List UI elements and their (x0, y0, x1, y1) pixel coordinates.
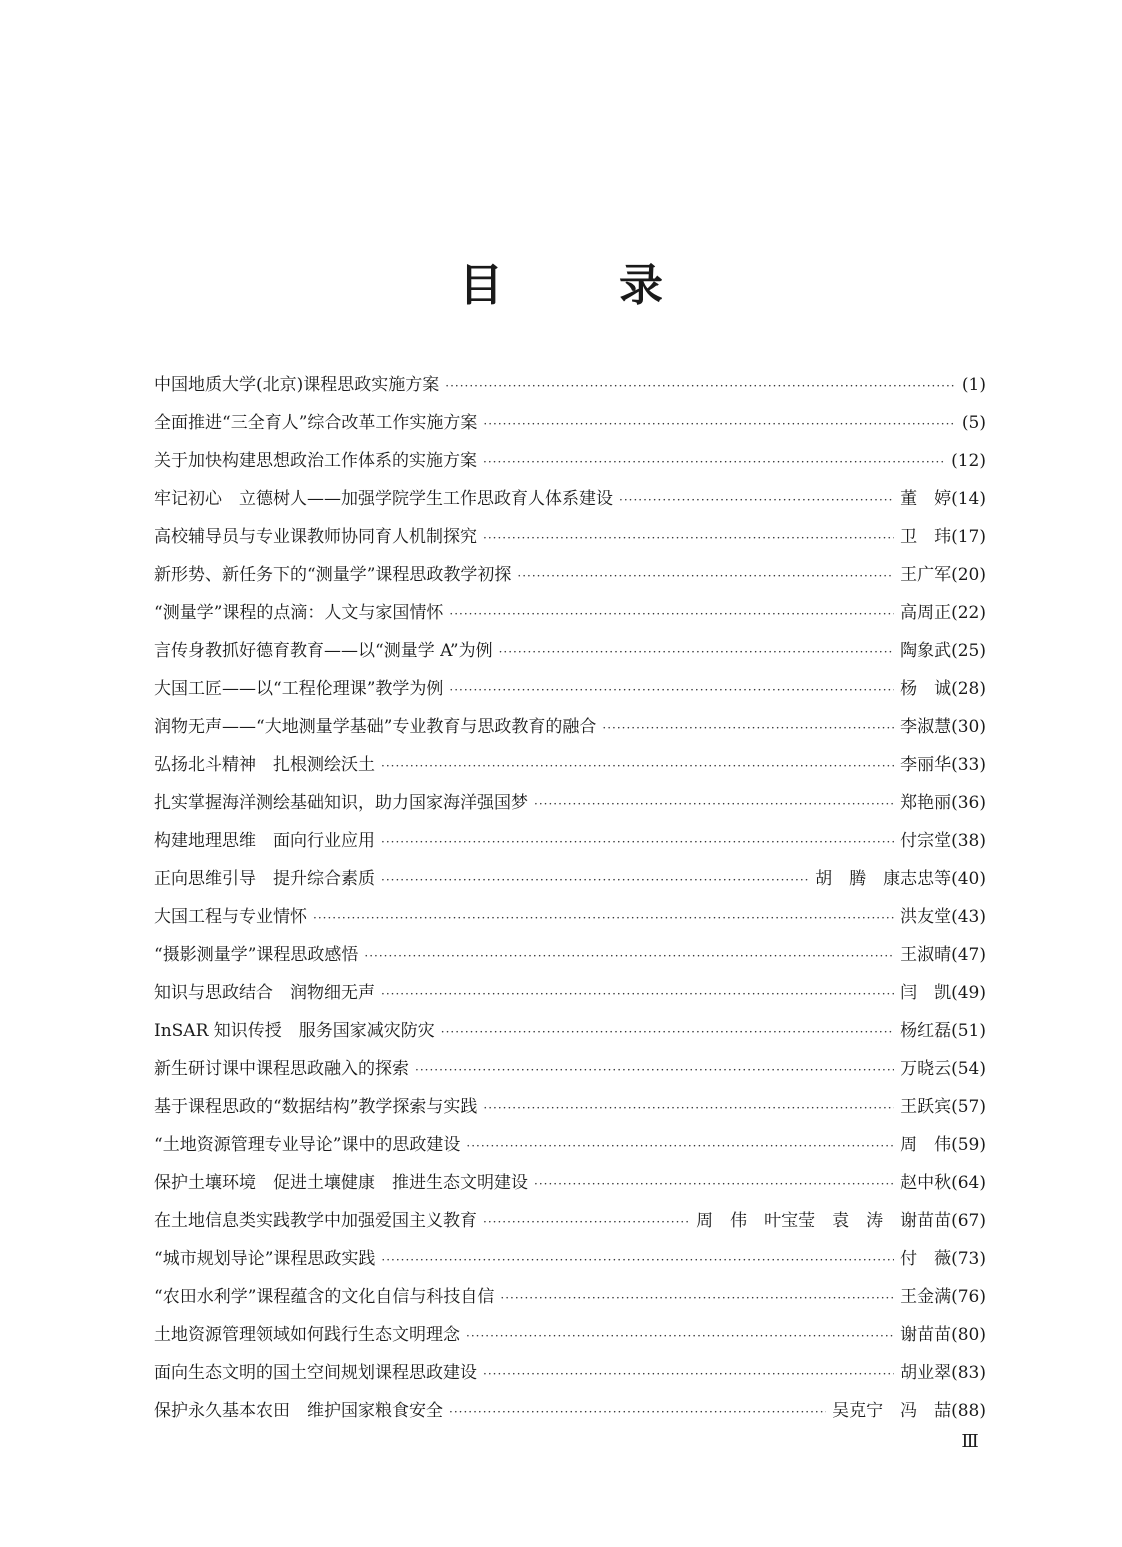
toc-entry-page: (14) (951, 489, 986, 509)
toc-entry-author: 闫 凯 (900, 983, 952, 1003)
toc-entry-title: “土地资源管理专业导论”课中的思政建设 (154, 1135, 461, 1155)
dot-leader (483, 519, 894, 557)
toc-entry (154, 594, 986, 632)
toc-entry-page: (54) (951, 1059, 986, 1079)
toc-entry-author: 王金满 (900, 1287, 952, 1307)
toc-entry-page: (47) (951, 945, 986, 965)
toc-entry-author: 陶象武 (900, 641, 952, 661)
dot-leader (534, 785, 894, 823)
dot-leader (449, 1393, 826, 1431)
toc-entry (154, 1012, 986, 1050)
toc-entry (154, 746, 986, 784)
toc-entry (154, 822, 986, 860)
toc-entry-author: 周 伟 叶宝莹 袁 涛 谢苗苗 (696, 1211, 952, 1231)
toc-entry (154, 366, 986, 404)
toc-entry-title: 高校辅导员与专业课教师协同育人机制探究 (154, 527, 477, 547)
dot-leader (483, 443, 945, 481)
toc-entry-author: 万晓云 (900, 1059, 952, 1079)
toc-entry-page: (64) (951, 1173, 986, 1193)
toc-entry-page: (5) (961, 413, 986, 433)
toc-entry-title: 正向思维引导 提升综合素质 (154, 869, 375, 889)
toc-entry-page: (1) (961, 375, 986, 395)
dot-leader (364, 937, 894, 975)
toc-entry-title: 面向生态文明的国土空间规划课程思政建设 (154, 1363, 477, 1383)
toc-entry-title: 润物无声——“大地测量学基础”专业教育与思政教育的融合 (154, 717, 597, 737)
toc-entry-page: (40) (951, 869, 986, 889)
page-number: Ⅲ (961, 1431, 979, 1452)
toc-entry-page: (49) (951, 983, 986, 1003)
dot-leader (441, 1013, 894, 1051)
toc-entry-title: InSAR 知识传授 服务国家减灾防灾 (154, 1021, 435, 1041)
page-title: 目 录 (459, 260, 699, 311)
toc-entry-author: 吴克宁 冯 喆 (832, 1401, 952, 1421)
toc-entry-page: (88) (951, 1401, 986, 1421)
toc-entry-title: 土地资源管理领域如何践行生态文明理念 (154, 1325, 460, 1345)
dot-leader (517, 557, 894, 595)
toc-entry-title: 保护土壤环境 促进土壤健康 推进生态文明建设 (154, 1173, 528, 1193)
dot-leader (445, 367, 956, 405)
toc-entry-author: 卫 玮 (900, 527, 952, 547)
toc-entry (154, 632, 986, 670)
toc-entry (154, 1240, 986, 1278)
toc-entry-author: 王跃宾 (900, 1097, 952, 1117)
toc-entry-author: 胡业翠 (900, 1363, 952, 1383)
dot-leader (483, 405, 956, 443)
dot-leader (483, 1355, 894, 1393)
toc-entry (154, 1392, 986, 1430)
dot-leader (500, 1279, 894, 1317)
toc-entry-title: 基于课程思政的“数据结构”教学探索与实践 (154, 1097, 478, 1117)
toc-entry-page: (38) (951, 831, 986, 851)
table-of-contents (154, 366, 986, 1430)
toc-entry (154, 936, 986, 974)
toc-entry-title: “摄影测量学”课程思政感悟 (154, 945, 359, 965)
toc-entry (154, 784, 986, 822)
toc-entry-author: 李淑慧 (900, 717, 952, 737)
toc-entry-page: (17) (951, 527, 986, 547)
toc-entry (154, 1278, 986, 1316)
dot-leader (534, 1165, 894, 1203)
dot-leader (381, 823, 894, 861)
toc-entry (154, 442, 986, 480)
dot-leader (483, 1203, 690, 1241)
toc-entry-author: 周 伟 (900, 1135, 952, 1155)
toc-entry-page: (28) (951, 679, 986, 699)
toc-entry-author: 洪友堂 (900, 907, 952, 927)
toc-entry (154, 670, 986, 708)
toc-entry-title: 言传身教抓好德育教育——以“测量学 A”为例 (154, 641, 493, 661)
toc-entry (154, 1316, 986, 1354)
toc-entry-page: (25) (951, 641, 986, 661)
dot-leader (466, 1317, 894, 1355)
toc-entry (154, 1164, 986, 1202)
toc-entry-author: 董 婷 (900, 489, 952, 509)
toc-entry-page: (51) (951, 1021, 986, 1041)
dot-leader (619, 481, 894, 519)
toc-entry-page: (76) (951, 1287, 986, 1307)
toc-entry (154, 480, 986, 518)
toc-entry-title: 大国工匠——以“工程伦理课”教学为例 (154, 679, 444, 699)
toc-entry-title: 在土地信息类实践教学中加强爱国主义教育 (154, 1211, 477, 1231)
toc-entry-title: 关于加快构建思想政治工作体系的实施方案 (154, 451, 477, 471)
toc-entry-author: 杨 诚 (900, 679, 952, 699)
toc-entry-author: 赵中秋 (900, 1173, 952, 1193)
toc-entry (154, 898, 986, 936)
toc-entry-page: (22) (951, 603, 986, 623)
toc-entry-author: 付宗堂 (900, 831, 952, 851)
toc-entry-page: (67) (951, 1211, 986, 1231)
toc-entry-page: (59) (951, 1135, 986, 1155)
toc-entry-page: (20) (951, 565, 986, 585)
toc-entry-author: 李丽华 (900, 755, 952, 775)
dot-leader (415, 1051, 894, 1089)
dot-leader (466, 1127, 894, 1165)
toc-entry (154, 1088, 986, 1126)
toc-entry-page: (33) (951, 755, 986, 775)
toc-entry-page: (36) (951, 793, 986, 813)
dot-leader (449, 671, 894, 709)
dot-leader (602, 709, 894, 747)
toc-entry-title: 牢记初心 立德树人——加强学院学生工作思政育人体系建设 (154, 489, 613, 509)
toc-entry-title: 知识与思政结合 润物细无声 (154, 983, 375, 1003)
toc-entry-page: (57) (951, 1097, 986, 1117)
toc-entry-title: “测量学”课程的点滴：人文与家国情怀 (154, 603, 444, 623)
toc-entry (154, 974, 986, 1012)
toc-entry (154, 556, 986, 594)
toc-entry-page: (43) (951, 907, 986, 927)
toc-entry-author: 胡 腾 康志忠等 (815, 869, 952, 889)
toc-entry-author: 谢苗苗 (900, 1325, 952, 1345)
toc-entry-author: 付 薇 (900, 1249, 952, 1269)
toc-entry (154, 1050, 986, 1088)
toc-entry-title: 新生研讨课中课程思政融入的探索 (154, 1059, 409, 1079)
toc-entry (154, 708, 986, 746)
dot-leader (449, 595, 894, 633)
toc-entry-author: 高周正 (900, 603, 952, 623)
toc-entry-title: 大国工程与专业情怀 (154, 907, 307, 927)
toc-entry-page: (80) (951, 1325, 986, 1345)
toc-entry-title: 新形势、新任务下的“测量学”课程思政教学初探 (154, 565, 512, 585)
dot-leader (381, 1241, 894, 1279)
dot-leader (313, 899, 894, 937)
toc-entry (154, 1354, 986, 1392)
dot-leader (381, 747, 894, 785)
toc-entry-title: “城市规划导论”课程思政实践 (154, 1249, 376, 1269)
toc-entry-page: (73) (951, 1249, 986, 1269)
toc-entry (154, 404, 986, 442)
toc-entry-title: 保护永久基本农田 维护国家粮食安全 (154, 1401, 443, 1421)
toc-entry (154, 1202, 986, 1240)
toc-entry-title: 扎实掌握海洋测绘基础知识，助力国家海洋强国梦 (154, 793, 528, 813)
toc-entry (154, 518, 986, 556)
toc-entry (154, 860, 986, 898)
toc-entry-author: 王广军 (900, 565, 952, 585)
toc-entry-title: 构建地理思维 面向行业应用 (154, 831, 375, 851)
toc-entry-title: 全面推进“三全育人”综合改革工作实施方案 (154, 413, 478, 433)
toc-entry-title: 中国地质大学(北京)课程思政实施方案 (154, 375, 440, 395)
toc-entry-page: (83) (951, 1363, 986, 1383)
toc-entry-title: 弘扬北斗精神 扎根测绘沃土 (154, 755, 375, 775)
dot-leader (483, 1089, 894, 1127)
toc-entry (154, 1126, 986, 1164)
toc-entry-author: 郑艳丽 (900, 793, 952, 813)
dot-leader (381, 861, 809, 899)
toc-entry-page: (30) (951, 717, 986, 737)
toc-entry-author: 杨红磊 (900, 1021, 952, 1041)
dot-leader (381, 975, 894, 1013)
dot-leader (499, 633, 895, 671)
toc-entry-page: (12) (951, 451, 986, 471)
toc-entry-author: 王淑晴 (900, 945, 952, 965)
toc-entry-title: “农田水利学”课程蕴含的文化自信与科技自信 (154, 1287, 495, 1307)
